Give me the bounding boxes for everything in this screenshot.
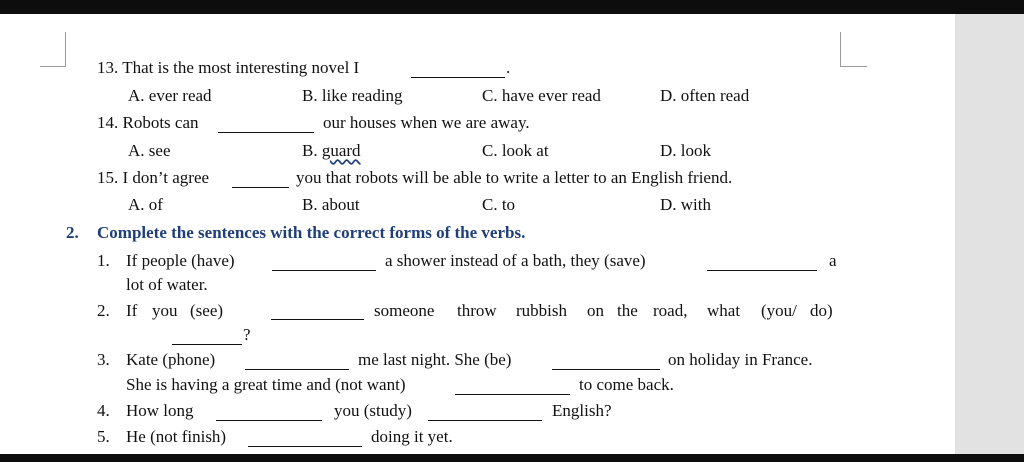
- q14-option-b: B. guard: [302, 141, 361, 160]
- q14-option-b-word: guard: [321, 141, 361, 160]
- q15-option-b: B. about: [302, 195, 360, 214]
- verb-item-3-blank-3: [455, 394, 570, 395]
- q13-option-b: B. like reading: [302, 86, 403, 105]
- q13-option-a: A. ever read: [128, 86, 212, 105]
- question-15-end: you that robots will be able to write a letter to an English friend.: [296, 168, 733, 187]
- section-2-number: 2.: [66, 223, 79, 242]
- verb-item-2-word-see: (see): [190, 301, 224, 320]
- q13-option-d: D. often read: [660, 86, 750, 105]
- verb-item-3-blank-1: [245, 369, 349, 370]
- q14-option-d: D. look: [660, 141, 711, 160]
- verb-item-4-part1: How long: [126, 401, 194, 420]
- q15-option-c: C. to: [482, 195, 516, 214]
- question-13-end: .: [506, 58, 511, 77]
- verb-item-3-part2: me last night. She (be): [358, 350, 512, 369]
- verb-item-2-word-on: on: [587, 301, 604, 320]
- verb-item-2-word-what: what: [707, 301, 741, 320]
- verb-item-2-word-you-slash: (you/: [761, 301, 797, 320]
- verb-item-3-part1: Kate (phone): [126, 350, 216, 369]
- verb-item-2-number: 2.: [97, 301, 110, 320]
- question-14-blank: [218, 132, 314, 133]
- verb-item-4-number: 4.: [97, 401, 110, 420]
- verb-item-4-blank-2: [428, 420, 542, 421]
- question-14-end: our houses when we are away.: [323, 113, 530, 132]
- verb-item-4-part2: you (study): [334, 401, 412, 420]
- verb-item-2-word-do: do): [810, 301, 833, 320]
- q14-option-a: A. see: [128, 141, 171, 160]
- verb-item-2-line2: ?: [243, 325, 251, 344]
- question-13-text: 13. That is the most interesting novel I: [97, 58, 360, 77]
- document-page: [0, 14, 955, 454]
- side-panel: [955, 14, 1024, 454]
- top-bar: [0, 0, 1024, 14]
- crop-mark-left: [40, 32, 66, 67]
- verb-item-2-blank-2: [172, 344, 242, 345]
- verb-item-4-blank-1: [216, 420, 322, 421]
- verb-item-3-part3: on holiday in France.: [668, 350, 813, 369]
- verb-item-5-part1: He (not finish): [126, 427, 227, 446]
- verb-item-3-line2b: to come back.: [579, 375, 674, 394]
- verb-item-4-part3: English?: [552, 401, 612, 420]
- q14-option-c: C. look at: [482, 141, 549, 160]
- crop-mark-right: [840, 32, 867, 67]
- verb-item-2-word-you: you: [152, 301, 178, 320]
- question-13-blank: [411, 77, 505, 78]
- question-15-blank: [232, 187, 289, 188]
- verb-item-3-line2a: She is having a great time and (not want): [126, 375, 406, 394]
- verb-item-5-blank-1: [248, 446, 362, 447]
- verb-item-1-part3: a: [829, 251, 837, 270]
- section-2-title: Complete the sentences with the correct forms of the verbs.: [97, 223, 526, 242]
- verb-item-2-word-road: road,: [653, 301, 688, 320]
- verb-item-1-blank-1: [272, 270, 376, 271]
- verb-item-3-number: 3.: [97, 350, 110, 369]
- q15-option-d: D. with: [660, 195, 711, 214]
- verb-item-2-word-someone: someone: [374, 301, 435, 320]
- verb-item-1-line2: lot of water.: [126, 275, 208, 294]
- verb-item-5-number: 5.: [97, 427, 110, 446]
- question-14-text: 14. Robots can: [97, 113, 199, 132]
- verb-item-2-word-throw: throw: [457, 301, 497, 320]
- bottom-bar: [0, 454, 1024, 462]
- q13-option-c: C. have ever read: [482, 86, 601, 105]
- verb-item-1-blank-2: [707, 270, 817, 271]
- verb-item-1-part1: If people (have): [126, 251, 235, 270]
- question-15-text: 15. I don’t agree: [97, 168, 210, 187]
- verb-item-1-number: 1.: [97, 251, 110, 270]
- q15-option-a: A. of: [128, 195, 163, 214]
- verb-item-2-word-rubbish: rubbish: [516, 301, 567, 320]
- verb-item-1-part2: a shower instead of a bath, they (save): [385, 251, 646, 270]
- verb-item-3-blank-2: [552, 369, 660, 370]
- verb-item-2-word-if: If: [126, 301, 138, 320]
- verb-item-5-part2: doing it yet.: [371, 427, 453, 446]
- verb-item-2-word-the: the: [617, 301, 638, 320]
- verb-item-2-blank-1: [271, 319, 364, 320]
